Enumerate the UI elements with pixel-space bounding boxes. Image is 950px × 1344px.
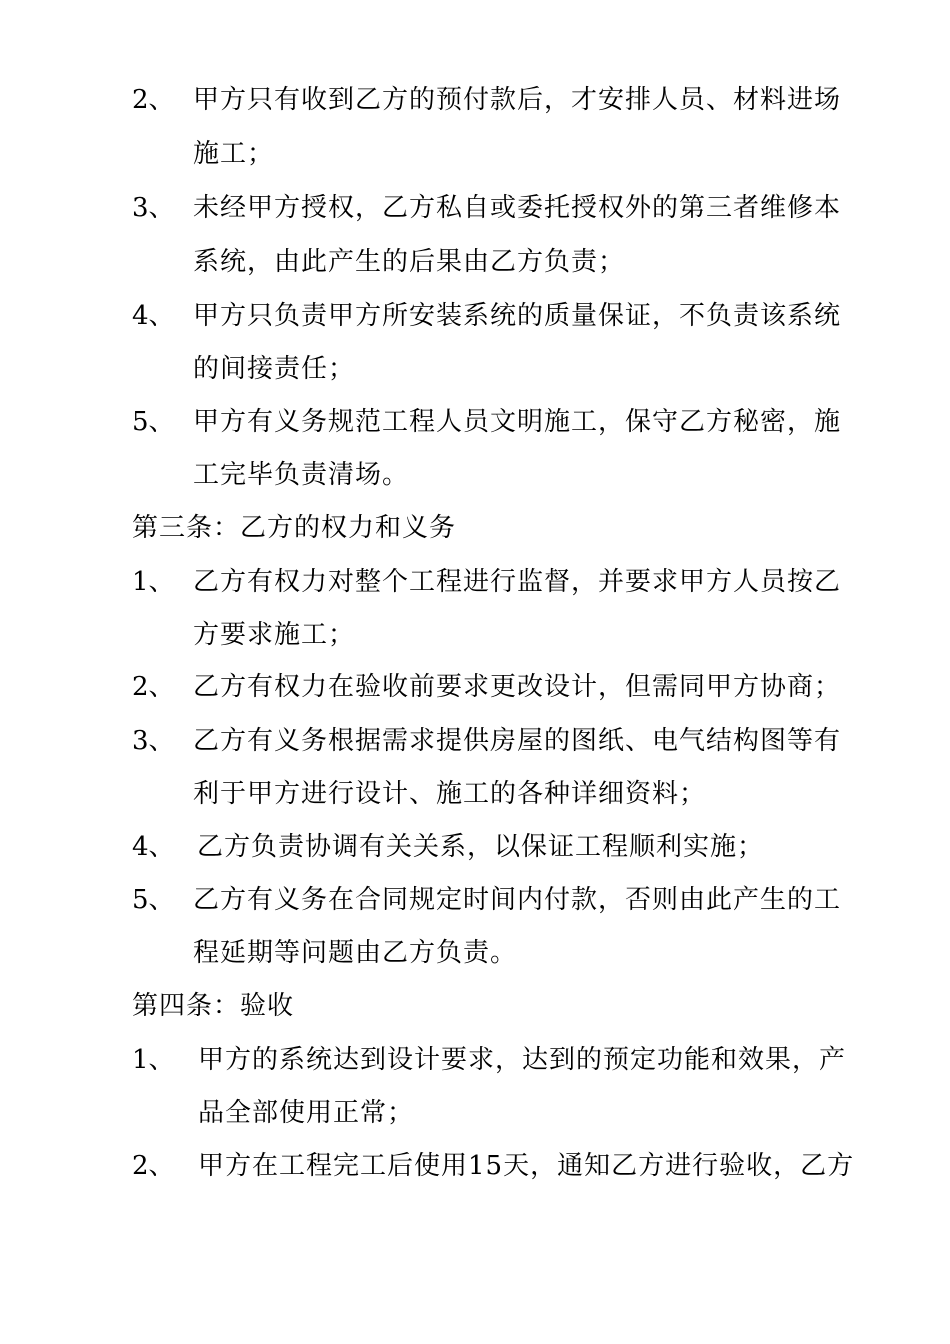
item-text-line: 系统，由此产生的后果由乙方负责；	[193, 247, 626, 277]
item-text-line: 甲方只负责甲方所安装系统的质量保证，不负责该系统	[193, 301, 842, 331]
item-text-line: 乙方负责协调有关关系，以保证工程顺利实施；	[197, 832, 765, 862]
item-number: 2、	[132, 1151, 175, 1181]
item-text-line: 甲方的系统达到设计要求，达到的预定功能和效果，产	[198, 1045, 847, 1075]
item-number: 5、	[132, 885, 175, 915]
item-number: 3、	[132, 193, 175, 223]
item-number: 2、	[132, 672, 175, 702]
item-number: 1、	[132, 1045, 175, 1075]
item-text-line: 甲方只有收到乙方的预付款后，才安排人员、材料进场	[193, 85, 842, 115]
item-text-line: 程延期等问题由乙方负责。	[193, 938, 518, 968]
item-number: 5、	[132, 407, 175, 437]
item-text-line: 工完毕负责清场。	[193, 460, 410, 490]
item-text-line: 品全部使用正常；	[198, 1098, 415, 1128]
item-number: 1、	[132, 567, 175, 597]
article-heading: 第四条：验收	[132, 991, 295, 1021]
item-text-line: 乙方有权力在验收前要求更改设计，但需同甲方协商；	[193, 672, 842, 702]
item-text-line: 乙方有义务在合同规定时间内付款，否则由此产生的工	[193, 885, 842, 915]
item-text-line: 乙方有义务根据需求提供房屋的图纸、电气结构图等有	[193, 726, 842, 756]
item-text-line: 未经甲方授权，乙方私自或委托授权外的第三者维修本	[193, 193, 842, 223]
item-text-line: 施工；	[193, 139, 275, 169]
item-number: 4、	[132, 301, 175, 331]
item-number: 3、	[132, 726, 175, 756]
item-text-line: 甲方在工程完工后使用15天，通知乙方进行验收，乙方	[198, 1151, 855, 1181]
article-heading: 第三条：乙方的权力和义务	[132, 513, 457, 543]
item-text-line: 甲方有义务规范工程人员文明施工，保守乙方秘密，施	[193, 407, 842, 437]
item-text-line: 的间接责任；	[193, 354, 356, 384]
item-number: 2、	[132, 85, 175, 115]
item-number: 4、	[132, 832, 175, 862]
item-text-line: 利于甲方进行设计、施工的各种详细资料；	[193, 779, 707, 809]
item-text-line: 乙方有权力对整个工程进行监督，并要求甲方人员按乙	[193, 567, 842, 597]
item-text-line: 方要求施工；	[193, 620, 356, 650]
